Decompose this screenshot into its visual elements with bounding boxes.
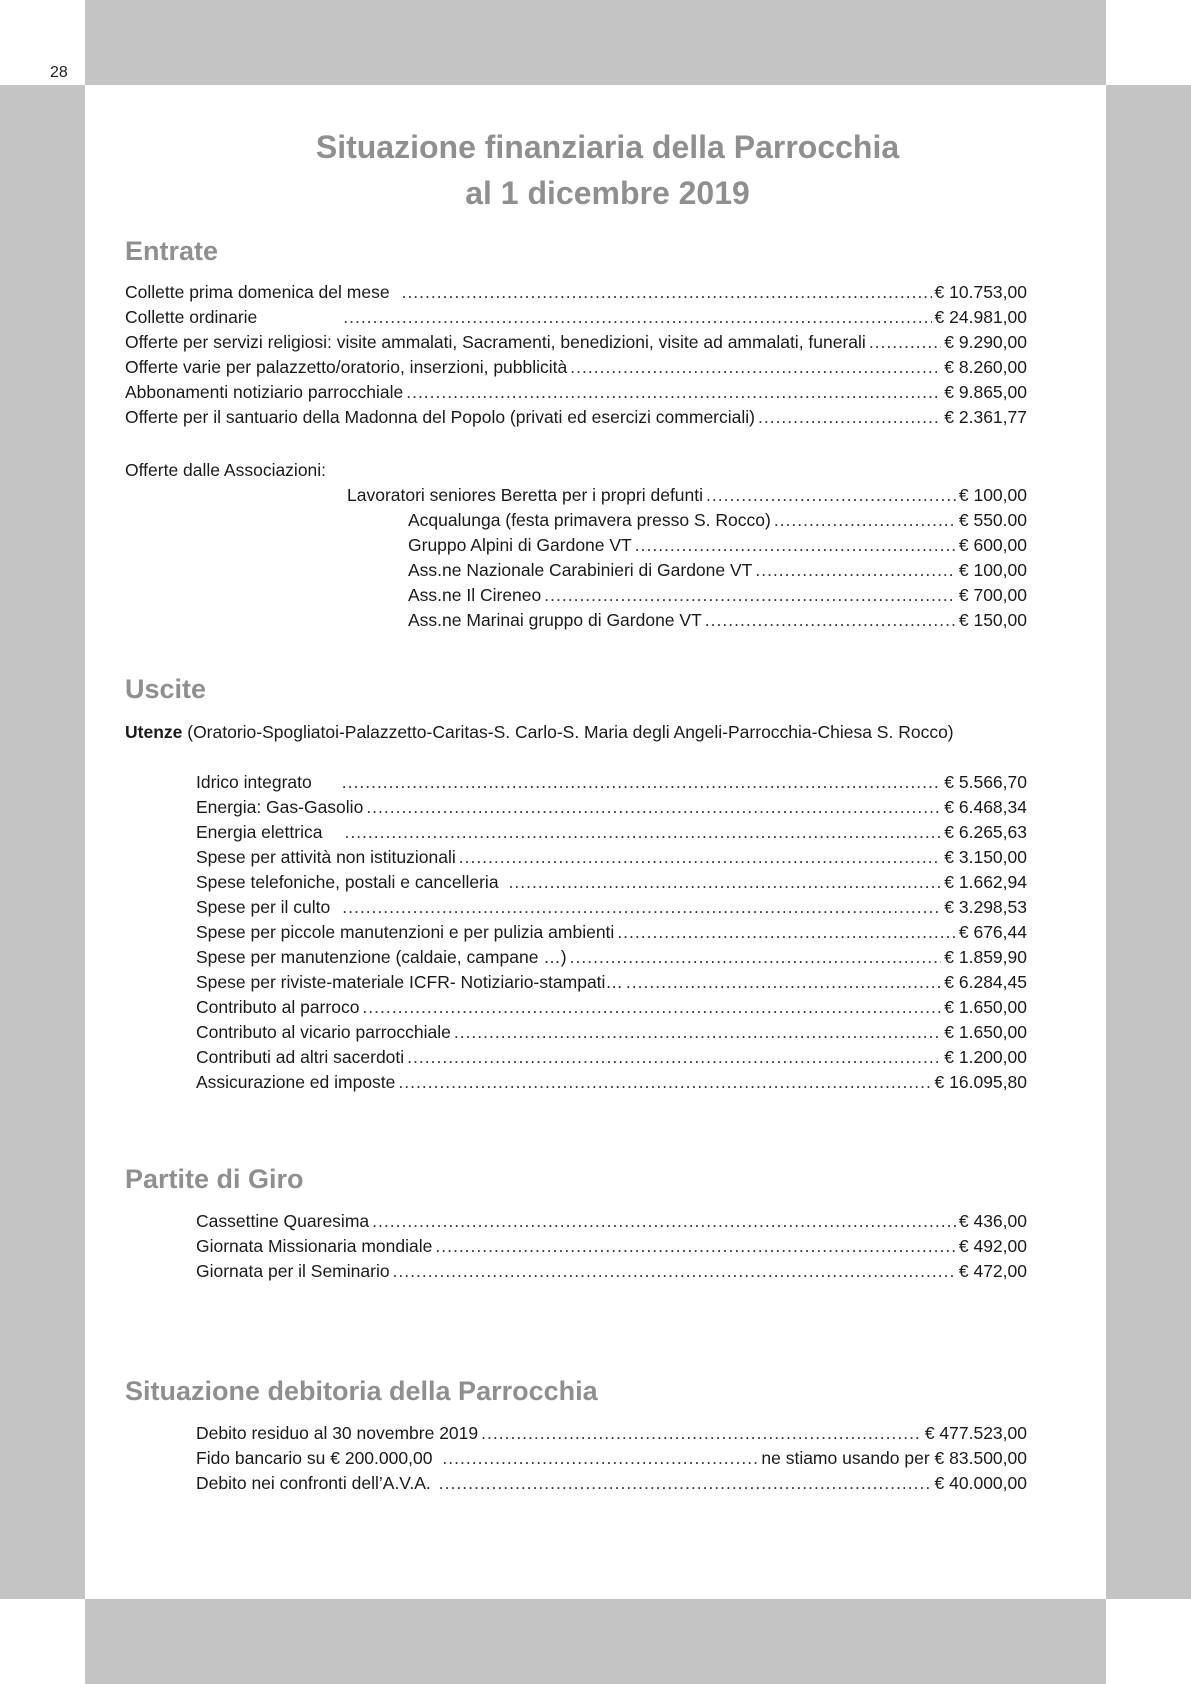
row-amount: € 700,00	[958, 585, 1027, 605]
situazione-debitoria-heading: Situazione debitoria della Parrocchia	[125, 1376, 598, 1406]
leader-dots	[406, 380, 941, 405]
uscite-row	[196, 870, 1027, 895]
row-label: Collette prima domenica del mese	[125, 282, 390, 302]
uscite-heading: Uscite	[125, 674, 207, 704]
partite-row	[196, 1259, 1027, 1284]
leader-dots	[372, 1209, 956, 1234]
leader-dots	[755, 558, 956, 583]
row-label: Spese telefoniche, postali e cancelleria	[196, 872, 499, 892]
uscite-row	[196, 1020, 1027, 1045]
uscite-row	[196, 845, 1027, 870]
partite-di-giro-list	[196, 1209, 1027, 1284]
row-label: Debito residuo al 30 novembre 2019	[196, 1423, 479, 1443]
row-label: Offerte varie per palazzetto/oratorio, inserzioni, pubblicità	[125, 357, 568, 377]
uscite-row	[196, 1070, 1027, 1095]
row-label: Collette ordinarie	[125, 307, 258, 327]
entrate-row	[125, 380, 1027, 405]
leader-dots	[626, 970, 941, 995]
row-amount: € 1.200,00	[944, 1047, 1027, 1067]
row-label: Giornata Missionaria mondiale	[196, 1236, 433, 1256]
row-label: Ass.ne Il Cireneo	[408, 585, 542, 605]
partite-row	[196, 1209, 1027, 1234]
situazione-debitoria-list	[196, 1421, 1027, 1496]
left-gray-band	[0, 85, 85, 1599]
row-label: Offerte per servizi religiosi: visite ammalati, Sacramenti, benedizioni, visite ad ammalati, funerali	[125, 332, 866, 352]
entrate-list	[125, 280, 1027, 430]
row-amount: € 9.290,00	[944, 332, 1027, 352]
leader-dots	[362, 995, 941, 1020]
row-amount: € 2.361,77	[944, 407, 1027, 427]
associazione-row	[408, 558, 1027, 583]
row-amount: € 9.865,00	[944, 382, 1027, 402]
uscite-row	[196, 795, 1027, 820]
leader-dots	[343, 305, 931, 330]
entrate-row	[125, 355, 1027, 380]
row-amount: € 100,00	[958, 560, 1027, 580]
row-amount: € 40.000,00	[934, 1473, 1027, 1493]
row-amount: € 6.265,63	[944, 822, 1027, 842]
uscite-row	[196, 995, 1027, 1020]
leader-dots	[570, 355, 941, 380]
row-amount: € 492,00	[958, 1236, 1027, 1256]
leader-dots	[439, 1471, 932, 1496]
leader-dots	[869, 330, 941, 355]
row-label: Spese per il culto	[196, 897, 331, 917]
right-gray-band	[1106, 85, 1191, 1599]
row-amount: ne stiamo usando per € 83.500,00	[761, 1448, 1027, 1468]
row-label: Spese per manutenzione (caldaie, campane …)	[196, 947, 567, 967]
leader-dots	[402, 280, 932, 305]
row-amount: € 150,00	[958, 610, 1027, 630]
row-amount: € 10.753,00	[934, 282, 1027, 302]
leader-dots	[344, 820, 941, 845]
leader-dots	[706, 483, 956, 508]
leader-dots	[342, 770, 942, 795]
row-amount: € 1.650,00	[944, 1022, 1027, 1042]
row-amount: € 436,00	[958, 1211, 1027, 1231]
leader-dots	[393, 1259, 956, 1284]
leader-dots	[570, 945, 942, 970]
associazioni-list-indented	[408, 508, 1027, 633]
leader-dots	[481, 1421, 922, 1446]
row-amount: € 16.095,80	[934, 1072, 1027, 1092]
row-amount: € 3.150,00	[944, 847, 1027, 867]
leader-dots	[705, 608, 956, 633]
uscite-row	[196, 820, 1027, 845]
debito-row	[196, 1421, 1027, 1446]
bottom-gray-band	[85, 1599, 1106, 1684]
row-label: Acqualunga (festa primavera presso S. Rocco)	[408, 510, 771, 530]
page-title	[85, 124, 1130, 216]
leader-dots	[454, 1020, 941, 1045]
associazioni-label: Offerte dalle Associazioni:	[125, 460, 327, 480]
page-number: 28	[50, 64, 68, 81]
row-amount: € 100,00	[958, 485, 1027, 505]
row-amount: € 3.298,53	[944, 897, 1027, 917]
row-label: Cassettine Quaresima	[196, 1211, 370, 1231]
row-label: Energia: Gas-Gasolio	[196, 797, 364, 817]
uscite-row	[196, 1045, 1027, 1070]
leader-dots	[509, 870, 942, 895]
row-label: Giornata per il Seminario	[196, 1261, 390, 1281]
row-amount: € 600,00	[958, 535, 1027, 555]
leader-dots	[635, 533, 956, 558]
associazione-row	[408, 533, 1027, 558]
leader-dots	[407, 1045, 941, 1070]
row-amount: € 6.468,34	[944, 797, 1027, 817]
row-label: Contributi ad altri sacerdoti	[196, 1047, 405, 1067]
row-label: Abbonamenti notiziario parrocchiale	[125, 382, 404, 402]
row-amount: € 24.981,00	[934, 307, 1027, 327]
top-gray-band	[85, 0, 1106, 85]
row-label: Energia elettrica	[196, 822, 323, 842]
row-label: Contributo al vicario parrocchiale	[196, 1022, 451, 1042]
page-title-line-2: al 1 dicembre 2019	[465, 175, 750, 211]
row-label: Ass.ne Marinai gruppo di Gardone VT	[408, 610, 702, 630]
row-amount: € 477.523,00	[924, 1423, 1027, 1443]
row-amount: € 1.859,90	[944, 947, 1027, 967]
uscite-row	[196, 945, 1027, 970]
row-amount: € 676,44	[958, 922, 1027, 942]
row-amount: € 550.00	[958, 510, 1027, 530]
page-title-line-1: Situazione finanziaria della Parrocchia	[315, 129, 900, 165]
entrate-row	[125, 280, 1027, 305]
debito-row	[196, 1471, 1027, 1496]
uscite-row	[196, 920, 1027, 945]
leader-dots	[459, 845, 942, 870]
uscite-row	[196, 895, 1027, 920]
partite-row	[196, 1234, 1027, 1259]
uscite-list	[196, 770, 1027, 1095]
leader-dots	[398, 1070, 931, 1095]
row-label: Spese per piccole manutenzioni e per pulizia ambienti	[196, 922, 615, 942]
leader-dots	[366, 795, 941, 820]
row-amount: € 8.260,00	[944, 357, 1027, 377]
entrate-row	[125, 305, 1027, 330]
utenze-description: (Oratorio-Spogliatoi-Palazzetto-Caritas-S. Carlo-S. Maria degli Angeli-Parrocchia-Chiesa S. Rocco)	[182, 722, 954, 742]
entrate-heading: Entrate	[125, 236, 219, 266]
associazione-row	[408, 508, 1027, 533]
row-label: Debito nei confronti dell’A.V.A.	[196, 1473, 431, 1493]
row-label: Spese per attività non istituzionali	[196, 847, 456, 867]
leader-dots	[544, 583, 956, 608]
leader-dots	[617, 920, 956, 945]
partite-di-giro-heading: Partite di Giro	[125, 1164, 304, 1194]
leader-dots	[758, 405, 941, 430]
row-amount: € 472,00	[958, 1261, 1027, 1281]
row-amount: € 1.662,94	[944, 872, 1027, 892]
debito-row	[196, 1446, 1027, 1471]
row-label: Contributo al parroco	[196, 997, 360, 1017]
associazione-row	[408, 583, 1027, 608]
row-label: Ass.ne Nazionale Carabinieri di Gardone VT	[408, 560, 753, 580]
utenze-line	[125, 720, 954, 745]
leader-dots	[435, 1234, 956, 1259]
leader-dots	[342, 895, 941, 920]
row-label: Spese per riviste-materiale ICFR- Notiziario-stampati…	[196, 972, 623, 992]
row-amount: € 5.566,70	[944, 772, 1027, 792]
entrate-row	[125, 330, 1027, 355]
row-label: Lavoratori seniores Beretta per i propri defunti	[347, 485, 704, 505]
associazione-row	[347, 483, 1027, 508]
uscite-row	[196, 770, 1027, 795]
row-label: Assicurazione ed imposte	[196, 1072, 396, 1092]
associazioni-list	[347, 483, 1027, 508]
row-amount: € 1.650,00	[944, 997, 1027, 1017]
uscite-row	[196, 970, 1027, 995]
row-label: Fido bancario su € 200.000,00	[196, 1448, 433, 1468]
leader-dots	[774, 508, 956, 533]
leader-dots	[442, 1446, 758, 1471]
row-amount: € 6.284,45	[944, 972, 1027, 992]
row-label: Offerte per il santuario della Madonna del Popolo (privati ed esercizi commerciali)	[125, 407, 755, 427]
entrate-row	[125, 405, 1027, 430]
associazione-row	[408, 608, 1027, 633]
row-label: Gruppo Alpini di Gardone VT	[408, 535, 632, 555]
utenze-bold-label: Utenze	[125, 722, 183, 742]
row-label: Idrico integrato	[196, 772, 312, 792]
